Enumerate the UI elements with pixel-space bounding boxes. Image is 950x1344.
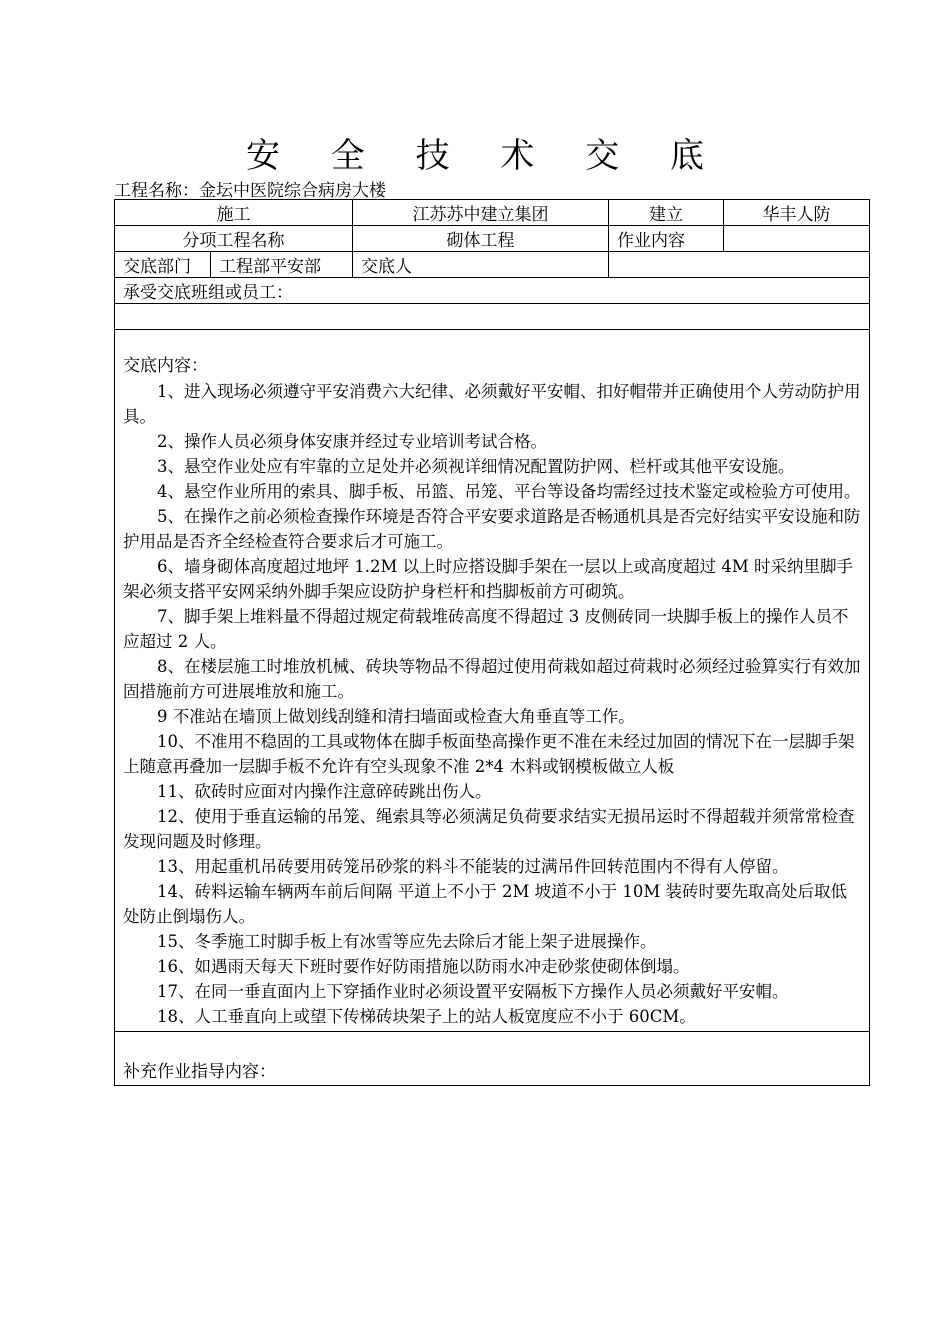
form-row-department — [115, 252, 870, 278]
content-item-3: 3、悬空作业处应有牢靠的立足处并必须视详细情况配置防护网、栏杆或其他平安设施。 — [157, 457, 795, 476]
content-item-1: 1、进入现场必须遵守平安消费六大纪律、必须戴好平安帽、扣好帽带并正确使用个人劳动防护用具。 — [123, 382, 861, 426]
content-item-10: 10、不准用不稳固的工具或物体在脚手板面垫高操作更不准在未经过加固的情况下在一层脚手架上随意再叠加一层脚手板不允许有空头现象不准 2*4 木料或钢模板做立人板 — [123, 732, 855, 776]
form-row-content — [115, 330, 870, 1032]
recipients-label: 承受交底班组或员工： — [115, 278, 870, 304]
briefing-content-cell — [115, 330, 870, 1032]
content-item-13: 13、用起重机吊砖要用砖笼吊砂浆的料斗不能装的过满吊件回转范围内不得有人停留。 — [157, 857, 789, 876]
construction-label: 施工 — [115, 200, 353, 226]
briefer-value — [609, 252, 870, 278]
recipients-value — [115, 304, 870, 330]
subproject-value: 砌体工程 — [353, 226, 609, 252]
work-content-value — [724, 226, 870, 252]
supervision-company: 华丰人防 — [724, 200, 870, 226]
form-row-supplement — [115, 1032, 870, 1086]
content-item-16: 16、如遇雨天每天下班时要作好防雨措施以防雨水冲走砂浆使砌体倒塌。 — [157, 957, 690, 976]
project-label: 工程名称： — [114, 181, 199, 201]
briefing-form-table — [114, 199, 870, 1086]
document-title: 安 全 技 术 交 底 — [245, 136, 725, 176]
content-item-2: 2、操作人员必须身体安康并经过专业培训考试合格。 — [157, 432, 547, 451]
project-name: 金坛中医院综合病房大楼 — [199, 181, 386, 201]
content-item-17: 17、在同一垂直面内上下穿插作业时必须设置平安隔板下方操作人员必须戴好平安帽。 — [157, 982, 789, 1001]
content-item-5: 5、在操作之前必须检查操作环境是否符合平安要求道路是否畅通机具是否完好结实平安设施和防护用品是否齐全经检查符合要求后才可施工。 — [123, 507, 861, 551]
content-item-14: 14、砖料运输车辆两车前后间隔 平道上不小于 2M 坡道不小于 10M 装砖时要先取高处后取低处防止倒塌伤人。 — [123, 882, 848, 926]
form-row-subproject — [115, 226, 870, 252]
content-item-12: 12、使用于垂直运输的吊笼、绳索具等必须满足负荷要求结实无损吊运时不得超载并须常常检查发现问题及时修理。 — [123, 807, 855, 851]
content-item-4: 4、悬空作业所用的索具、脚手板、吊篮、吊笼、平台等设备均需经过技术鉴定或检验方可使用。 — [157, 482, 861, 501]
department-label: 交底部门 — [115, 252, 211, 278]
form-row-recipients-blank — [115, 304, 870, 330]
form-row-recipients — [115, 278, 870, 304]
form-row-parties — [115, 200, 870, 226]
briefer-label: 交底人 — [353, 252, 609, 278]
supplement-label: 补充作业指导内容： — [115, 1032, 870, 1086]
supervision-label: 建立 — [609, 200, 724, 226]
content-item-8: 8、在楼层施工时堆放机械、砖块等物品不得超过使用荷栽如超过荷栽时必须经过验算实行有效加固措施前方可进展堆放和施工。 — [123, 657, 861, 701]
department-value: 工程部平安部 — [211, 252, 353, 278]
content-item-11: 11、砍砖时应面对内操作注意碎砖跳出伤人。 — [157, 782, 492, 801]
construction-company: 江苏苏中建立集团 — [353, 200, 609, 226]
content-item-18: 18、人工垂直向上或望下传梯砖块架子上的站人板宽度应不小于 60CM。 — [157, 1007, 696, 1026]
content-item-15: 15、冬季施工时脚手板上有冰雪等应先去除后才能上架子进展操作。 — [157, 932, 657, 951]
content-label: 交底内容： — [123, 356, 208, 376]
work-content-label: 作业内容 — [609, 226, 724, 252]
content-item-9: 9 不准站在墙顶上做划线刮缝和清扫墙面或检查大角垂直等工作。 — [157, 707, 635, 726]
project-line — [114, 176, 386, 201]
content-item-7: 7、脚手架上堆料量不得超过规定荷载堆砖高度不得超过 3 皮侧砖同一块脚手板上的操作人员不应超过 2 人。 — [123, 607, 849, 651]
content-item-6: 6、墙身砌体高度超过地坪 1.2M 以上时应搭设脚手架在一层以上或高度超过 4M 时采纳里脚手架必须支搭平安网采纳外脚手架应设防护身栏杆和挡脚板前方可砌筑。 — [123, 557, 854, 601]
subproject-label: 分项工程名称 — [115, 226, 353, 252]
